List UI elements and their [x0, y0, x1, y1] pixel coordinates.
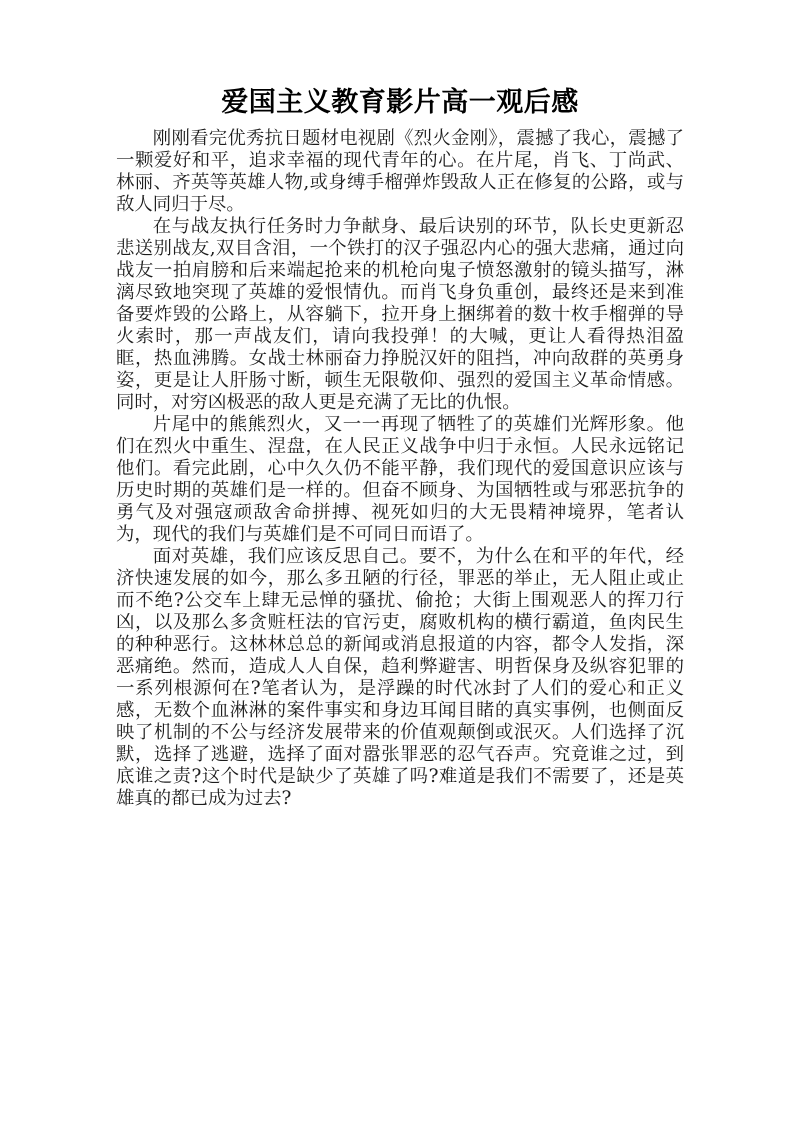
document-body — [116, 86, 684, 810]
paragraph-2: 在与战友执行任务时力争献身、最后诀别的环节，队长史更新忍悲送别战友,双目含泪，一个铁打的汉子强忍内心的强大悲痛，通过向战友一拍肩膀和后来端起抢来的机枪向鬼子愤怒激射的镜头描写，淋漓尽致地突现了英雄的爱恨情仇。而肖飞身负重创，最终还是来到准备要炸毁的公路上，从容躺下，拉开身上捆绑着的数十枚手榴弹的导火索时，那一声战友们，请向我投弹！的大喊，更让人看得热泪盈眶，热血沸腾。女战士林丽奋力挣脱汉奸的阻挡，冲向敌群的英勇身姿，更是让人肝肠寸断，顿生无限敬仰、强烈的爱国主义革命情感。同时，对穷凶极恶的敌人更是充满了无比的仇恨。 — [116, 216, 684, 413]
paragraph-4: 面对英雄，我们应该反思自己。要不，为什么在和平的年代，经济快速发展的如今，那么多丑陋的行径，罪恶的举止，无人阻止或止而不绝?公交车上肆无忌惮的骚扰、偷抢；大街上围观恶人的挥刀行凶，以及那么多贪赃枉法的官污吏，腐败机构的横行霸道，鱼肉民生的种种恶行。这林林总总的新闻或消息报道的内容，都令人发指，深恶痛绝。然而，造成人人自保，趋利弊避害、明哲保身及纵容犯罪的一系列根源何在?笔者认为，是浮躁的时代冰封了人们的爱心和正义感，无数个血淋淋的案件事实和身边耳闻目睹的真实事例，也侧面反映了机制的不公与经济发展带来的价值观颠倒或泯灭。人们选择了沉默，选择了逃避，选择了面对嚣张罪恶的忍气吞声。究竟谁之过，到底谁之责?这个时代是缺少了英雄了吗?难道是我们不需要了，还是英雄真的都已成为过去? — [116, 546, 684, 809]
paragraph-1: 刚刚看完优秀抗日题材电视剧《烈火金刚》，震撼了我心，震撼了一颗爱好和平，追求幸福的现代青年的心。在片尾，肖飞、丁尚武、林丽、齐英等英雄人物,或身缚手榴弹炸毁敌人正在修复的公路，或与敌人同归于尽。 — [116, 128, 684, 215]
paragraph-3: 片尾中的熊熊烈火，又一一再现了牺牲了的英雄们光辉形象。他们在烈火中重生、涅盘，在人民正义战争中归于永恒。人民永远铭记他们。看完此剧，心中久久仍不能平静，我们现代的爱国意识应该与历史时期的英雄们是一样的。但奋不顾身、为国牺牲或与邪恶抗争的勇气及对强寇顽敌舍命拼搏、视死如归的大无畏精神境界，笔者认为，现代的我们与英雄们是不可同日而语了。 — [116, 414, 684, 545]
page-title: 爱国主义教育影片高一观后感 — [221, 87, 579, 118]
